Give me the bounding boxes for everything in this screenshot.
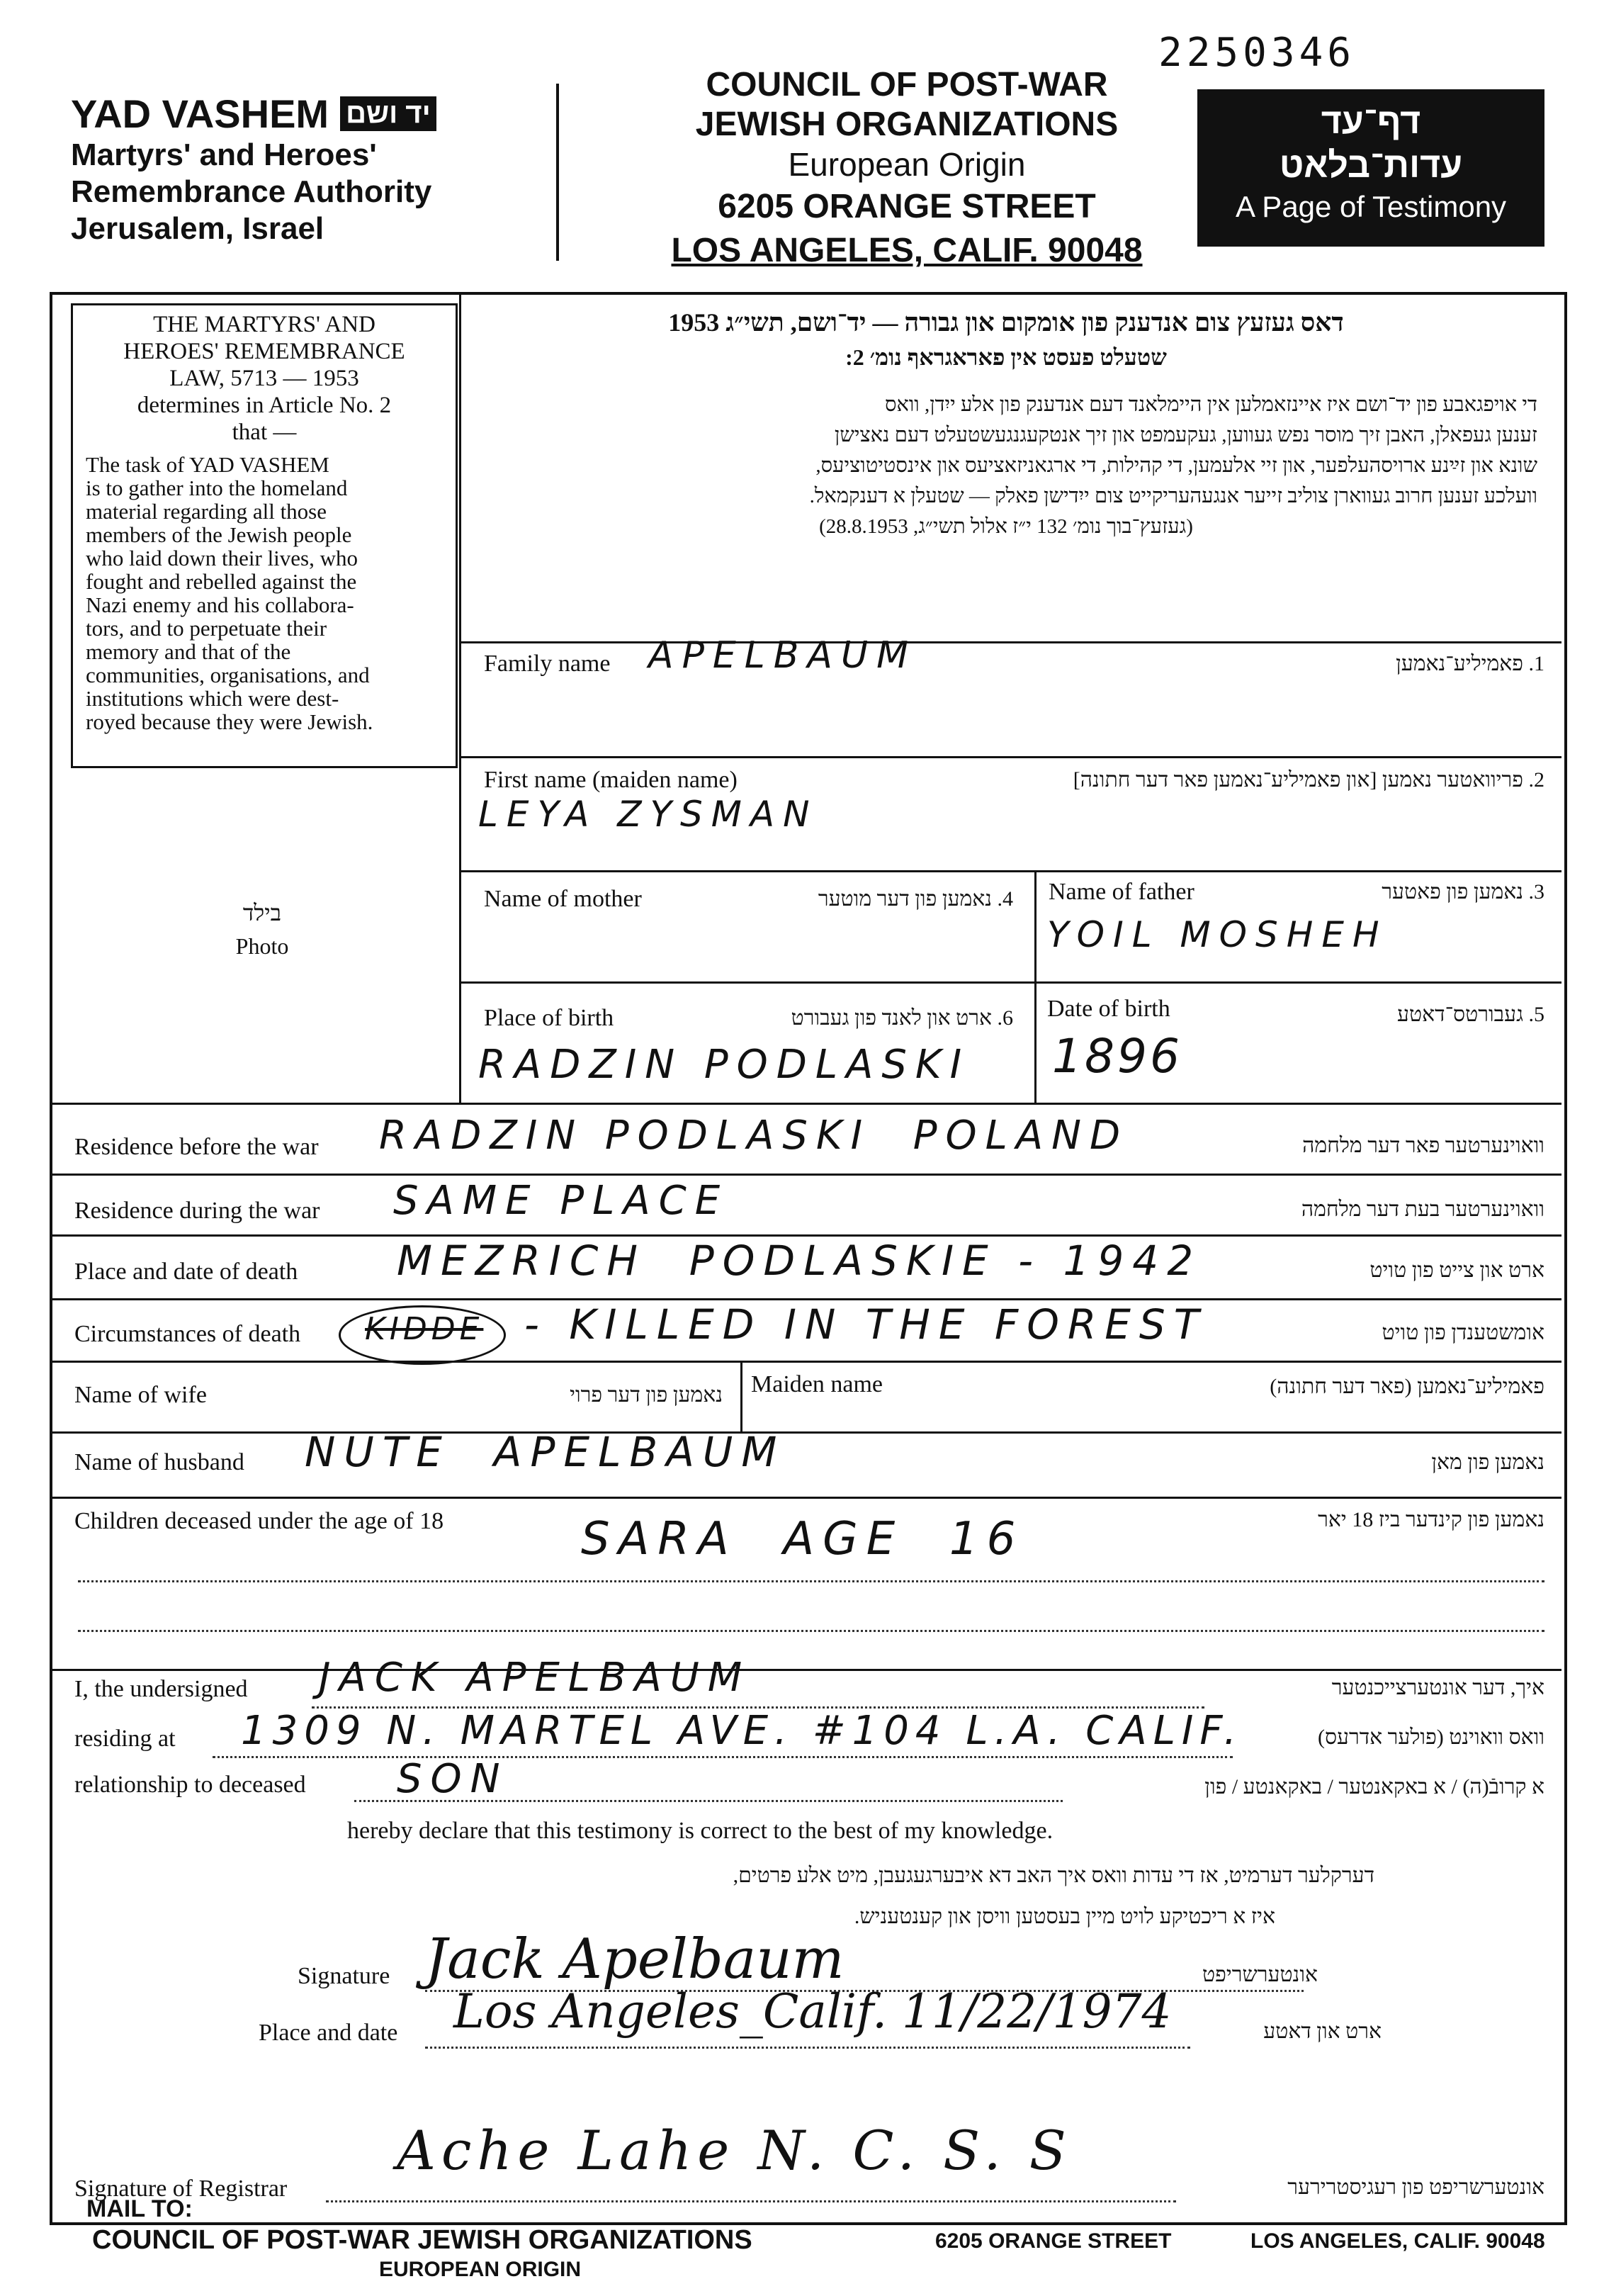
law-body-line: who laid down their lives, who [86, 546, 358, 570]
rule [50, 1361, 1561, 1363]
relationship-dotted-line [354, 1800, 1063, 1802]
circumstances-hebrew: אומשטענדן פון טויט [1382, 1321, 1544, 1344]
rule [50, 1174, 1561, 1176]
children-value[interactable]: SARA AGE 16 [581, 1513, 1024, 1565]
residing-label: residing at [74, 1726, 176, 1752]
rule [50, 1497, 1561, 1499]
rule [740, 1361, 742, 1431]
council-line3: European Origin [788, 146, 1026, 183]
law-body-line: The task of YAD VASHEM [86, 452, 329, 477]
undersigned-value[interactable]: JACK APELBAUM [319, 1655, 751, 1701]
family-name-hebrew: 1. פאמיליע־נאמען [1396, 652, 1544, 675]
relationship-value[interactable]: SON [397, 1756, 509, 1802]
document-number: 2250346 [1158, 30, 1356, 76]
council-line2: JEWISH ORGANIZATIONS [695, 106, 1119, 143]
signature-label: Signature [298, 1963, 390, 1989]
footer-city: LOS ANGELES, CALIF. 90048 [1250, 2229, 1545, 2253]
mother-hebrew: 4. נאמען פון דער מוטער [818, 887, 1013, 911]
declaration-hebrew1: דערקלער דערמיט, אז די עדות וואס איך האב דא איבערגעגעבן, מיט אלע פרטים, [733, 1864, 1374, 1887]
yiddish-law-body-line: שונא און זײַנע ארויסהעלפער, און זיי אלעמען, די קהילות, די ארגאניזאציעס און אינסטיטוציעס, [815, 454, 1537, 477]
relationship-label: relationship to deceased [74, 1772, 306, 1798]
law-box [71, 303, 458, 768]
res-during-label: Residence during the war [74, 1198, 320, 1224]
registrar-hebrew: אונטערשריפט פון רעגיסטרירער [1287, 2176, 1544, 2199]
res-before-hebrew: וואוינערטער פאר דער מלחמה [1302, 1134, 1544, 1157]
mother-label: Name of mother [484, 886, 642, 912]
yiddish-law-body-line: די אויפגאבע פון יד־ושם איז איינזאמלען אין היימלאנד דעם אנדענק פון אלע ייִדן, וואס [884, 393, 1537, 416]
first-name-value[interactable]: LEYA ZYSMAN [478, 794, 818, 835]
yiddish-law-line2: שטעלט פעסט אין פאראגראף נומ׳ 2: [845, 344, 1167, 370]
wife-hebrew: נאמען פון דער פרוי [570, 1383, 723, 1407]
yiddish-law [475, 305, 1537, 542]
law-body-line: communities, organisations, and [86, 663, 370, 687]
law-body-line: is to gather into the homeland [86, 475, 348, 500]
council-line5: LOS ANGELES, CALIF. 90048 [671, 232, 1143, 269]
residing-value[interactable]: 1309 N. MARTEL AVE. #104 L.A. CALIF. [241, 1708, 1243, 1754]
rule [50, 1103, 1561, 1105]
law-body [73, 446, 456, 733]
place-date-label: Place and date [259, 2020, 398, 2046]
photo-area [71, 765, 453, 1098]
testimony-hebrew2: עדות־בלאט [1279, 145, 1463, 185]
law-body-line: royed because they were Jewish. [86, 709, 373, 734]
footer-address: 6205 ORANGE STREET [935, 2229, 1172, 2253]
undersigned-label: I, the undersigned [74, 1676, 248, 1702]
law-body-line: material regarding all those [86, 499, 327, 524]
yad-vashem-line3: Jerusalem, Israel [71, 211, 324, 246]
wife-label: Name of wife [74, 1382, 207, 1408]
rule [459, 981, 1561, 984]
rule [459, 756, 1561, 758]
yad-vashem-block [71, 91, 436, 247]
mail-to: MAIL TO: [86, 2195, 193, 2222]
husband-value[interactable]: NUTE APELBAUM [305, 1428, 786, 1476]
place-date-value[interactable]: Los Angeles_Calif. 11/22/1974 [453, 1984, 1172, 2039]
father-hebrew: 3. נאמען פון פאטער [1382, 880, 1544, 904]
children-hebrew: נאמען פון קינדער ביז 18 יאר [1318, 1508, 1544, 1531]
children-dotted-line [78, 1580, 1544, 1582]
photo-hebrew: בילד [242, 900, 282, 925]
yiddish-law-line1: דאס געזעץ צום אנדענק פון אומקום און גבורה — יד־ושם, תשי״ג 1953 [668, 308, 1344, 337]
yad-vashem-line2: Remembrance Authority [71, 174, 432, 209]
photo-label: Photo [235, 933, 289, 959]
father-value[interactable]: YOIL MOSHEH [1047, 914, 1388, 955]
law-body-line: institutions which were dest- [86, 686, 339, 711]
testimony-english: A Page of Testimony [1235, 190, 1507, 223]
yiddish-law-body-line: זענען געפאלן, האבן זיך מוסר נפש געווען, געקעמפט און זיך אנטקעגנגעשטעלט דעם נאצישן [834, 424, 1537, 446]
death-hebrew: ארט און צייט פון טויט [1369, 1259, 1544, 1282]
law-body-line: fought and rebelled against the [86, 569, 357, 594]
birth-place-label: Place of birth [484, 1005, 614, 1031]
residing-dotted-line [213, 1756, 1233, 1758]
page-of-testimony-box [1197, 89, 1544, 247]
children-dotted-line [78, 1630, 1544, 1632]
children-label: Children deceased under the age of 18 [74, 1508, 444, 1534]
circumstances-value[interactable]: - KILLED IN THE FOREST [524, 1300, 1208, 1349]
rule [459, 641, 1561, 643]
res-before-label: Residence before the war [74, 1134, 319, 1160]
husband-label: Name of husband [74, 1449, 244, 1475]
yad-vashem-line1: Martyrs' and Heroes' [71, 137, 377, 172]
birth-date-hebrew: 5. געבורטס־דאטע [1397, 1003, 1544, 1026]
first-name-hebrew: 2. פריוואטער נאמען [און פאמיליע־נאמען פאר דער חתונה] [1073, 768, 1544, 792]
rule [459, 870, 1561, 872]
place-date-hebrew: ארט און דאטע [1263, 2020, 1382, 2043]
yiddish-law-body-line: (געזעץ־בוך נומ׳ 132 י״ז אלול תשי״ג, 28.8.1953) [819, 515, 1193, 538]
testimony-hebrew1: דף־עד [1321, 101, 1421, 141]
birth-date-label: Date of birth [1047, 996, 1170, 1022]
law-body-line: members of the Jewish people [86, 522, 352, 547]
yad-vashem-logo: יד ושם [340, 96, 436, 131]
law-title4: determines in Article No. 2 [137, 393, 392, 418]
org-title: YAD VASHEM [71, 91, 329, 136]
place-date-dotted-line [425, 2047, 1190, 2049]
header-divider [556, 84, 559, 261]
footer-org: COUNCIL OF POST-WAR JEWISH ORGANIZATIONS [92, 2225, 752, 2255]
circumstances-label: Circumstances of death [74, 1321, 301, 1347]
declaration-hebrew2: איז א ריכטיקע לויט מיין בעסטען וויסן און קענטעניש. [854, 1905, 1275, 1928]
footer-sub: EUROPEAN ORIGIN [379, 2258, 582, 2281]
rule [1034, 870, 1037, 1103]
circumstances-struck: KIDDE [365, 1311, 484, 1347]
husband-hebrew: נאמען פון מאן [1431, 1451, 1544, 1474]
council-block [616, 65, 1197, 272]
law-title1: THE MARTYRS' AND [153, 312, 375, 337]
council-line1: COUNCIL OF POST-WAR [706, 66, 1108, 103]
death-label: Place and date of death [74, 1259, 298, 1285]
law-body-line: tors, and to perpetuate their [86, 616, 327, 641]
father-label: Name of father [1049, 879, 1194, 905]
maiden-hebrew: פאמיליע־נאמען (פאר דער חתונה) [1270, 1375, 1544, 1398]
relationship-hebrew: א קרובֿ(ה) / א באקאנטער / באקאנטע / פון [1204, 1775, 1544, 1799]
rule [50, 1669, 1561, 1671]
signature-value[interactable]: Jack Apelbaum [425, 1928, 845, 1991]
birth-place-hebrew: 6. ארט און לאנד פון געבורט [791, 1006, 1013, 1030]
residing-hebrew: וואס וואוינט (פולער אדרעס) [1317, 1726, 1544, 1749]
family-name-value[interactable]: APELBAUM [648, 634, 917, 677]
undersigned-hebrew: איך, דער אונטערצייכנטער [1331, 1676, 1544, 1699]
res-before-value[interactable]: RADZIN PODLASKI POLAND [379, 1113, 1129, 1159]
law-title5: that — [232, 420, 297, 445]
res-during-hebrew: וואוינערטער בעת דער מלחמה [1301, 1198, 1544, 1221]
registrar-dotted-line [326, 2200, 1176, 2202]
law-body-line: memory and that of the [86, 639, 291, 664]
yiddish-law-body-line: וועלכע זענען חרוב געווארן צוליב זייער אנגעהעריקייט צום ייִדישן פאלק — שטעלן א דענקמאל. [809, 485, 1537, 507]
rule [50, 1431, 1561, 1434]
signature-hebrew: אונטערשריפט [1202, 1963, 1318, 1986]
death-value[interactable]: MEZRICH PODLASKIE - 1942 [397, 1237, 1202, 1285]
law-body-line: Nazi enemy and his collabora- [86, 592, 354, 617]
law-title3: LAW, 5713 — 1953 [169, 366, 359, 391]
declaration-statement: hereby declare that this testimony is correct to the best of my knowledge. [347, 1818, 1054, 1844]
res-during-value[interactable]: SAME PLACE [393, 1178, 729, 1224]
birth-place-value[interactable]: RADZIN PODLASKI [478, 1042, 971, 1088]
birth-date-value[interactable]: 1896 [1052, 1029, 1182, 1084]
first-name-label: First name (maiden name) [484, 767, 738, 793]
family-name-label: Family name [484, 651, 611, 677]
registrar-label: Signature of Registrar [74, 2176, 288, 2202]
law-title2: HEROES' REMEMBRANCE [123, 339, 405, 364]
registrar-signature[interactable]: Ache Lahe N. C. S. S [397, 2119, 1072, 2182]
maiden-label: Maiden name [751, 1371, 883, 1397]
council-line4: 6205 ORANGE STREET [718, 188, 1096, 225]
